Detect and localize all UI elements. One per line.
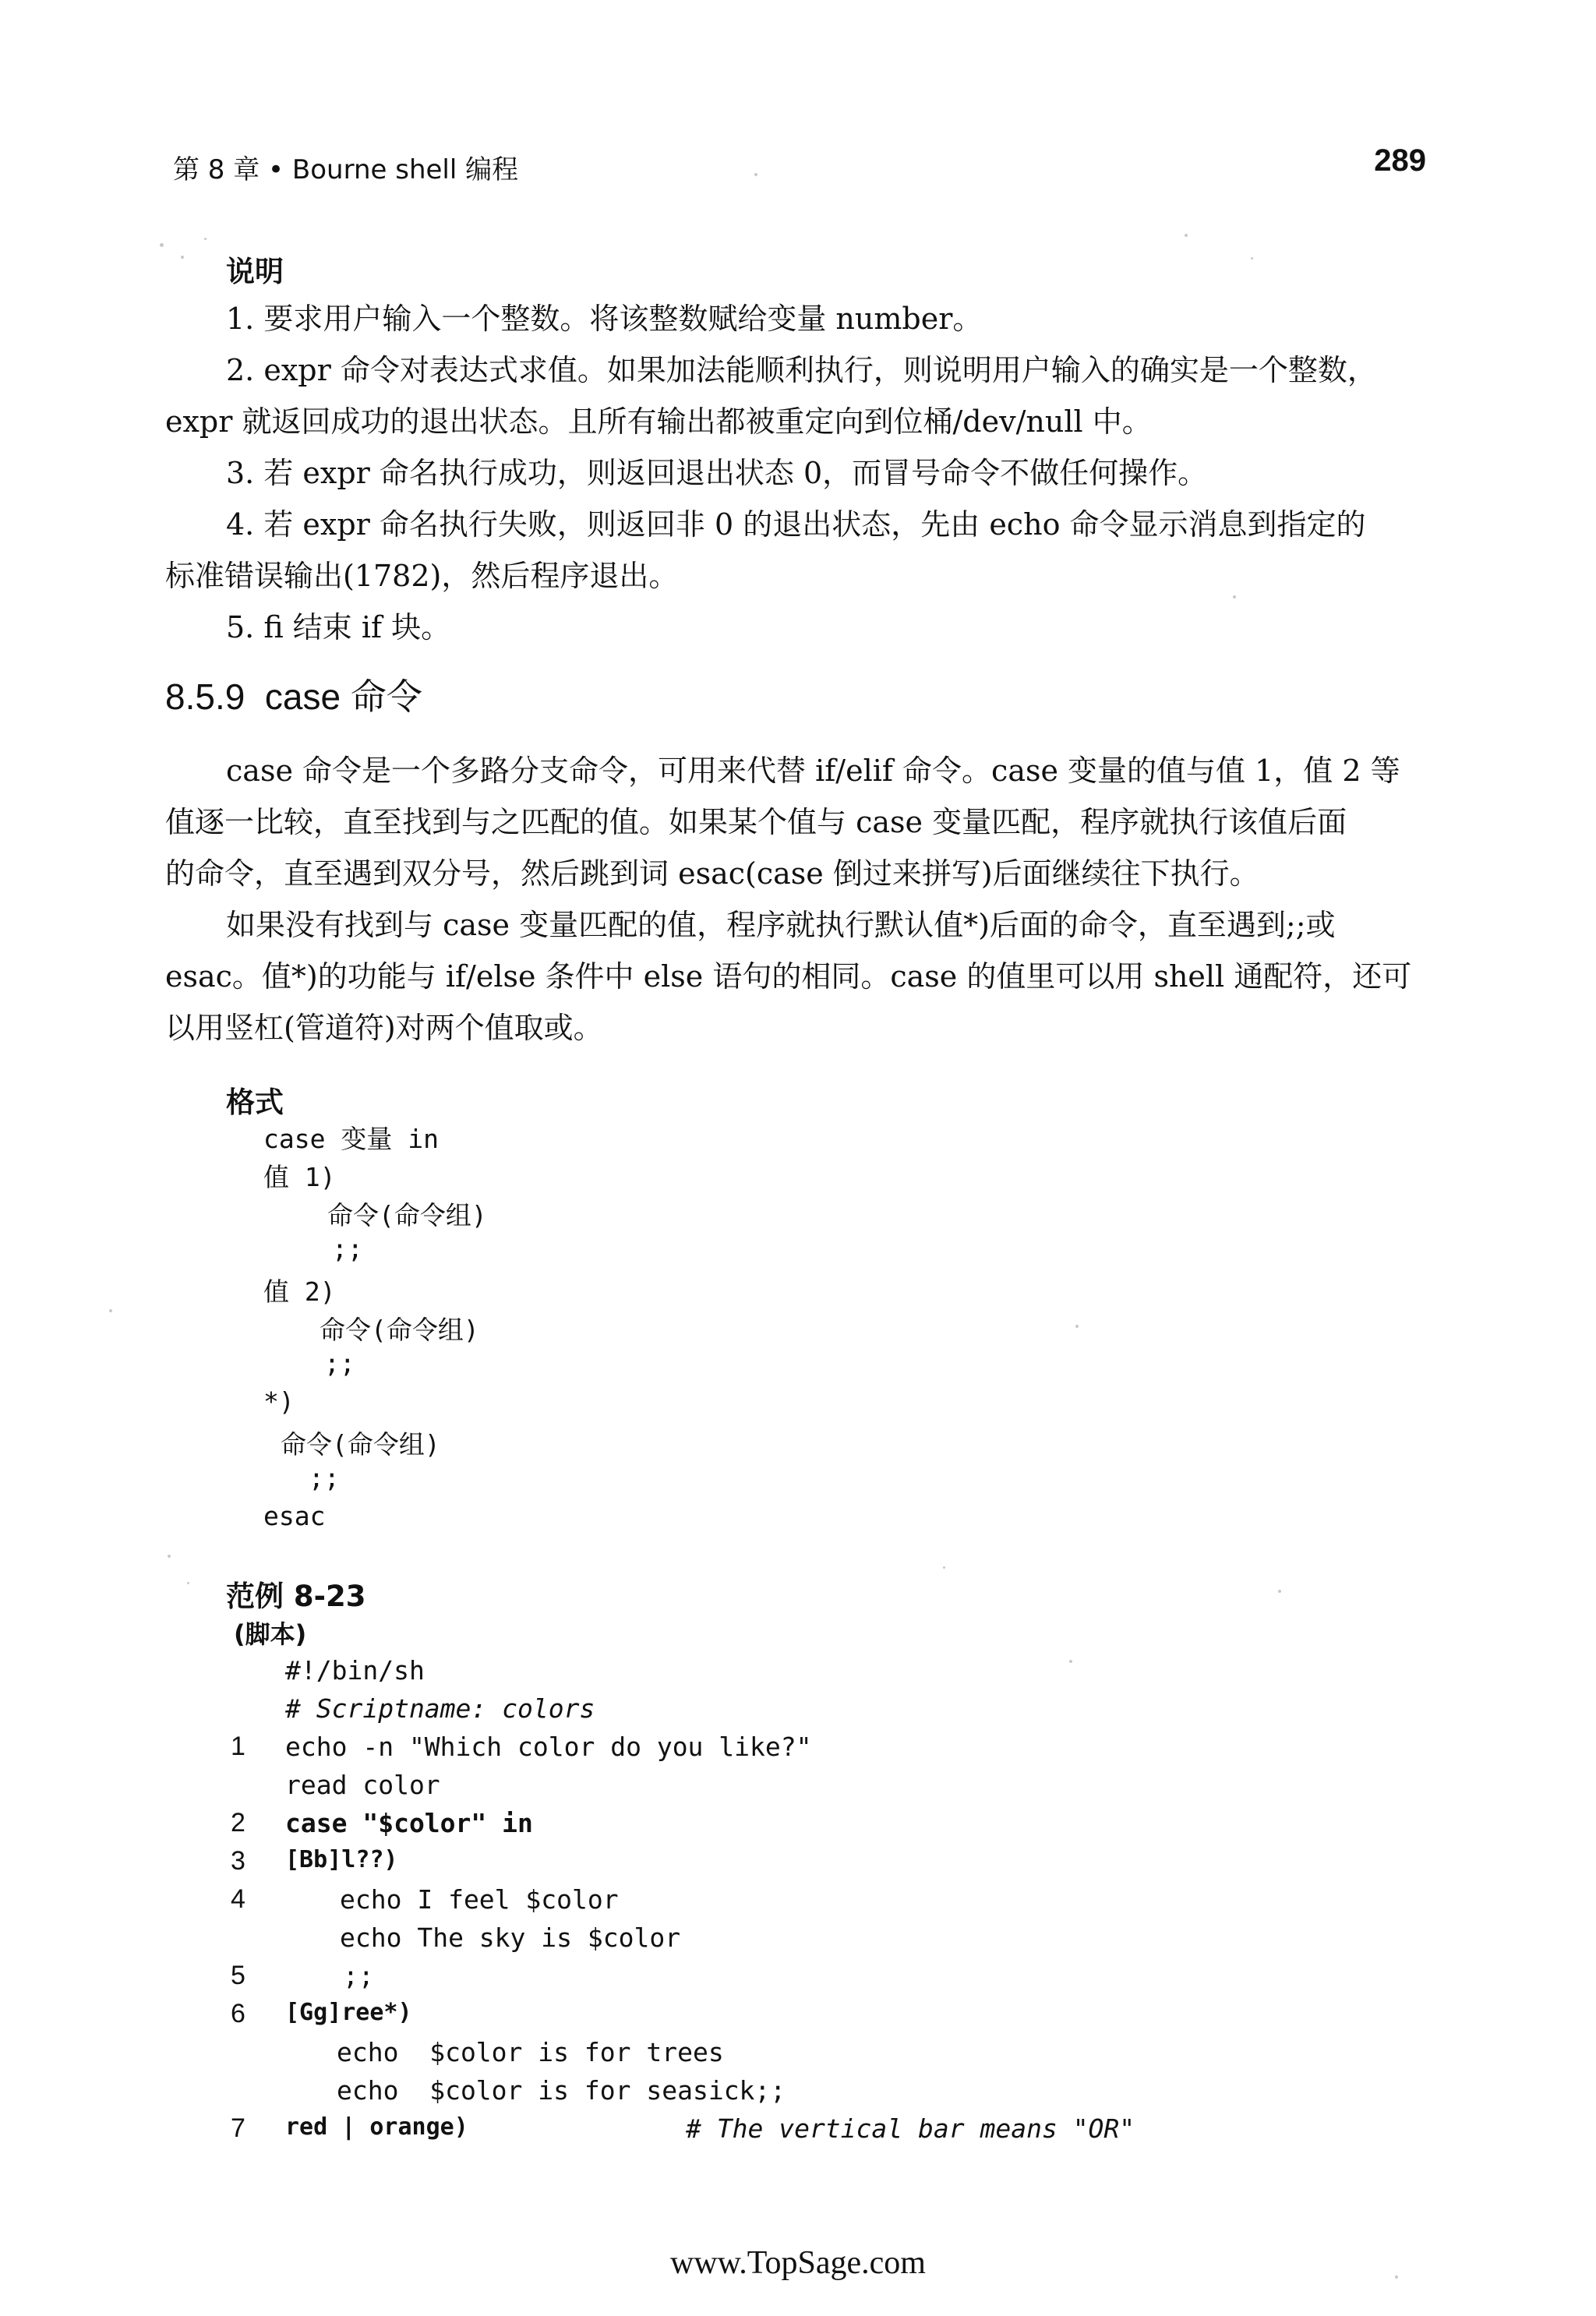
code-line: echo $color is for trees bbox=[337, 2037, 724, 2067]
footer-url: www.TopSage.com bbox=[670, 2245, 926, 2281]
scan-speck bbox=[1069, 1660, 1072, 1663]
format-line-11: esac bbox=[263, 1501, 326, 1531]
scan-speck bbox=[187, 1582, 189, 1584]
line-number: 1 bbox=[231, 1732, 245, 1761]
code-line: read color bbox=[285, 1770, 440, 1800]
section-title: 8.5.9 case 命令 bbox=[165, 676, 422, 717]
scan-speck bbox=[1233, 595, 1236, 598]
line-number: 6 bbox=[231, 1999, 245, 2028]
example-heading: 范例 8-23 bbox=[226, 1580, 366, 1613]
paragraph1-line-1: case 命令是一个多路分支命令，可用来代替 if/elif 命令。case 变量的值与值 1，值 2 等 bbox=[226, 754, 1400, 788]
paragraph2-line-3: 以用竖杠(管道符)对两个值取或。 bbox=[165, 1011, 603, 1045]
format-line-6: 命令(命令组) bbox=[320, 1315, 479, 1345]
code-line: [Gg]ree*) bbox=[285, 1999, 412, 2026]
code-line: #!/bin/sh bbox=[285, 1655, 425, 1686]
format-line-1: case 变量 in bbox=[263, 1124, 439, 1154]
explanation-item-4: 4. 若 expr 命名执行失败，则返回非 0 的退出状态，先由 echo 命令显示消息到指定的 bbox=[226, 507, 1366, 542]
running-header: 第 8 章 • Bourne shell 编程 bbox=[173, 154, 519, 185]
scan-speck bbox=[1278, 1590, 1281, 1593]
explanation-item-5: 5. fi 结束 if 块。 bbox=[226, 610, 451, 644]
format-line-8: *) bbox=[263, 1386, 295, 1417]
paragraph1-line-2: 值逐一比较，直至找到与之匹配的值。如果某个值与 case 变量匹配，程序就执行该值后面 bbox=[165, 805, 1347, 839]
format-line-4: ;; bbox=[332, 1234, 363, 1264]
scan-speck bbox=[204, 238, 207, 240]
format-line-5: 值 2) bbox=[263, 1276, 336, 1307]
paragraph2-line-1: 如果没有找到与 case 变量匹配的值，程序就执行默认值*)后面的命令，直至遇到;;或 bbox=[226, 908, 1336, 942]
line-number: 7 bbox=[231, 2113, 245, 2143]
format-heading: 格式 bbox=[226, 1086, 284, 1119]
line-number: 3 bbox=[231, 1846, 245, 1876]
scan-speck bbox=[754, 173, 757, 176]
code-line: ;; bbox=[343, 1961, 374, 1991]
code-line: echo I feel $color bbox=[340, 1884, 619, 1915]
explanation-item-1: 1. 要求用户输入一个整数。将该整数赋给变量 number。 bbox=[226, 302, 983, 336]
example-label: (脚本) bbox=[234, 1619, 307, 1649]
line-number: 4 bbox=[231, 1884, 245, 1914]
scan-speck bbox=[1185, 234, 1188, 237]
scan-speck bbox=[1251, 257, 1253, 259]
scan-speck bbox=[181, 256, 184, 259]
explanation-item-2-cont: expr 就返回成功的退出状态。且所有输出都被重定向到位桶/dev/null 中。 bbox=[165, 404, 1152, 439]
code-line: echo $color is for seasick;; bbox=[337, 2075, 786, 2106]
line-number: 5 bbox=[231, 1961, 245, 1990]
paragraph2-line-2: esac。值*)的功能与 if/else 条件中 else 语句的相同。case 的值里可以用 shell 通配符，还可 bbox=[165, 959, 1412, 994]
explanation-item-3: 3. 若 expr 命名执行成功，则返回退出状态 0，而冒号命令不做任何操作。 bbox=[226, 456, 1208, 490]
format-line-2: 值 1) bbox=[263, 1162, 336, 1192]
format-line-9: 命令(命令组) bbox=[281, 1429, 440, 1460]
scan-speck bbox=[109, 1309, 112, 1312]
scan-speck bbox=[168, 1555, 171, 1558]
code-line: echo -n "Which color do you like?" bbox=[285, 1732, 812, 1762]
page-number: 289 bbox=[1374, 143, 1426, 178]
code-line: # Scriptname: colors bbox=[285, 1693, 595, 1724]
code-line: case "$color" in bbox=[285, 1808, 533, 1838]
line-number: 2 bbox=[231, 1808, 245, 1838]
scan-speck bbox=[1395, 2275, 1398, 2279]
explanation-item-2: 2. expr 命令对表达式求值。如果加法能顺利执行，则说明用户输入的确实是一个整数， bbox=[226, 353, 1377, 387]
code-comment: # The vertical bar means "OR" bbox=[686, 2113, 1135, 2144]
paragraph1-line-3: 的命令，直至遇到双分号，然后跳到词 esac(case 倒过来拼写)后面继续往下执行。 bbox=[165, 856, 1259, 891]
format-line-3: 命令(命令组) bbox=[327, 1200, 487, 1230]
code-line: red | orange) bbox=[285, 2113, 468, 2141]
explanation-item-4-cont: 标准错误输出(1782)，然后程序退出。 bbox=[165, 559, 679, 593]
code-line: [Bb]l??) bbox=[285, 1846, 398, 1873]
scan-speck bbox=[943, 1566, 945, 1569]
scan-speck bbox=[160, 243, 164, 247]
format-line-10: ;; bbox=[309, 1463, 340, 1493]
format-line-7: ;; bbox=[324, 1348, 355, 1379]
code-line: echo The sky is $color bbox=[340, 1922, 681, 1953]
explanation-heading: 说明 bbox=[226, 255, 284, 288]
scan-speck bbox=[1075, 1325, 1079, 1328]
